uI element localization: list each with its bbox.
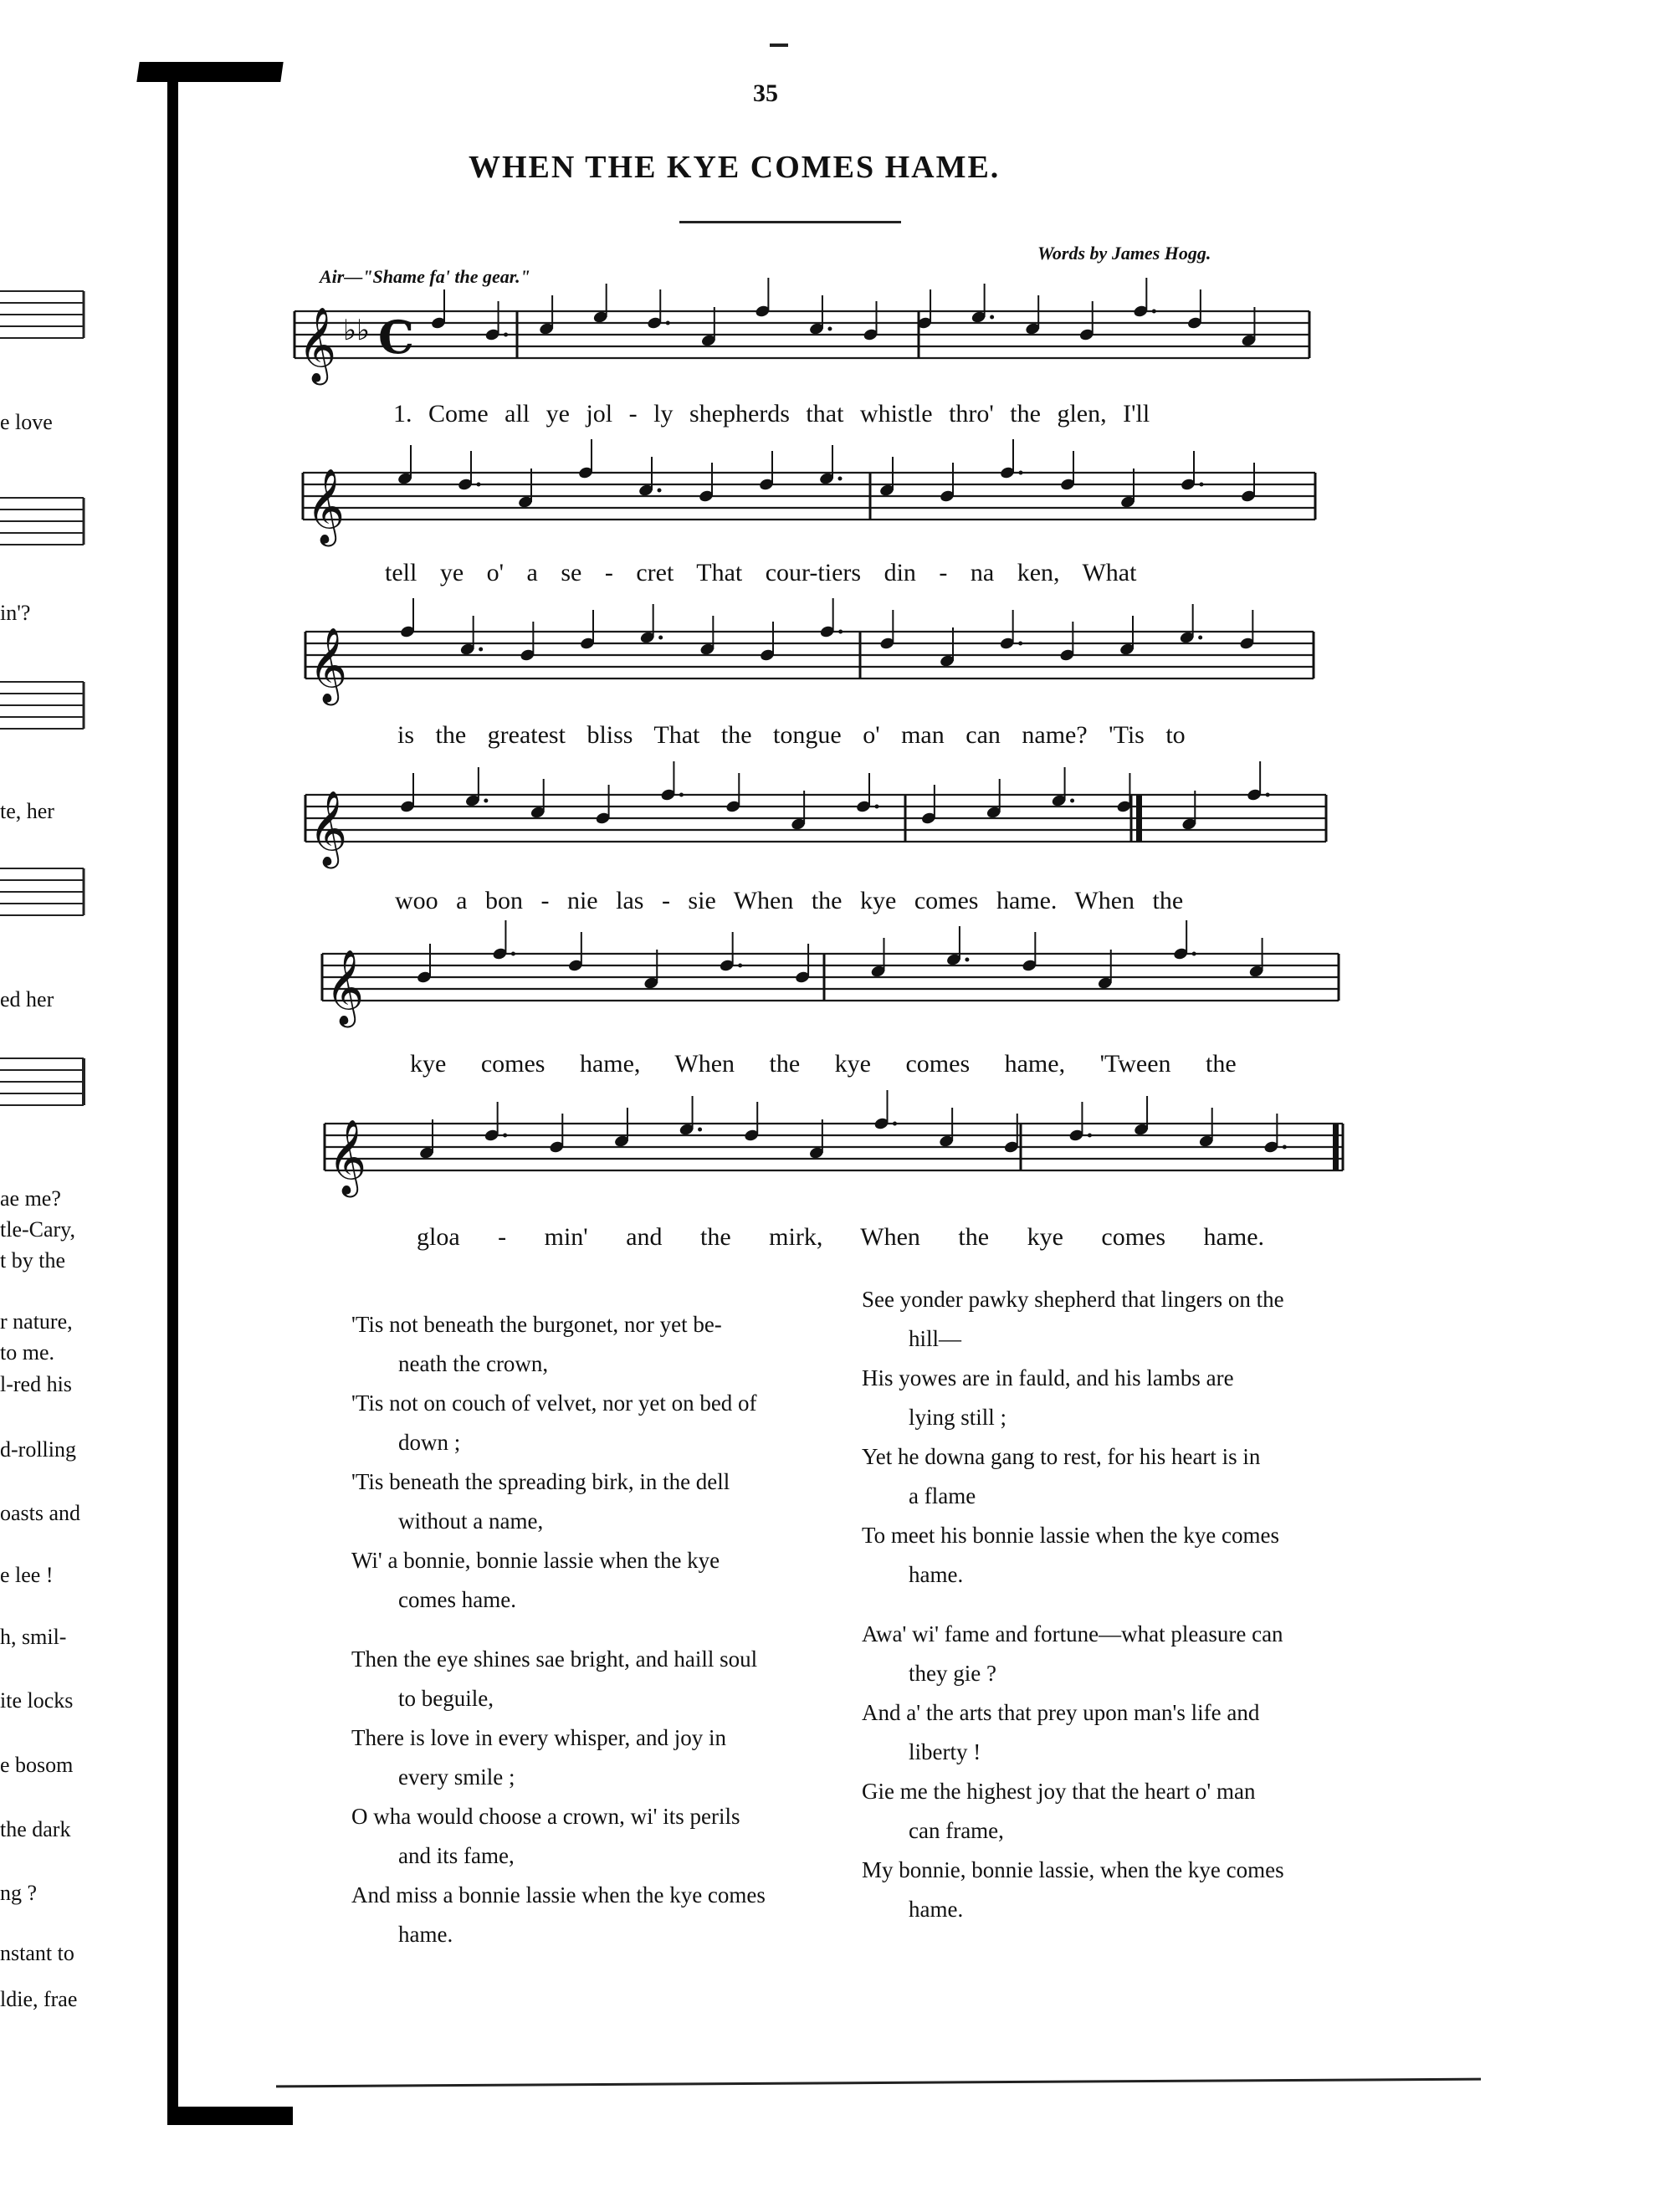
stanza bbox=[862, 1280, 1380, 1595]
lyric-line: tell ye o' a se - cret That cour-tiers din - na ken, What bbox=[385, 559, 1137, 586]
verse-line: to beguile, bbox=[398, 1686, 494, 1711]
left-fragment: d-rolling bbox=[0, 1437, 76, 1462]
verse-line: hame. bbox=[909, 1562, 964, 1587]
verse-line: And a' the arts that prey upon man's life and bbox=[862, 1700, 1260, 1725]
page-bottom-rule bbox=[276, 2078, 1481, 2088]
lyric-line: woo a bon - nie las - sie When the kye comes hame. When the bbox=[395, 887, 1184, 914]
page-number: 35 bbox=[753, 79, 778, 107]
left-fragment: t by the bbox=[0, 1248, 65, 1273]
verse-line: hame. bbox=[909, 1897, 964, 1922]
left-fragment: oasts and bbox=[0, 1501, 81, 1525]
left-fragment: e bosom bbox=[0, 1753, 74, 1777]
left-fragment: ed her bbox=[0, 987, 54, 1011]
lyric-line: is the greatest bliss That the tongue o' man can name? 'Tis to bbox=[397, 721, 1186, 749]
verse-line: Gie me the highest joy that the heart o' man bbox=[862, 1779, 1256, 1804]
staff bbox=[305, 761, 1326, 869]
verse-line: and its fame, bbox=[398, 1843, 515, 1868]
verse-line: O wha would choose a crown, wi' its perils bbox=[351, 1804, 740, 1829]
verse-line: 'Tis not on couch of velvet, nor yet on bed of bbox=[351, 1390, 757, 1416]
verse-line: can frame, bbox=[909, 1818, 1004, 1843]
left-fragment: in'? bbox=[0, 601, 31, 625]
verses-right-column bbox=[862, 1280, 1380, 1941]
stanza bbox=[351, 1640, 853, 1954]
verse-line: a flame bbox=[909, 1483, 976, 1508]
staff bbox=[322, 920, 1339, 1028]
treble-clef-icon: 𝄞 bbox=[306, 469, 346, 544]
staff bbox=[295, 278, 1309, 386]
staff bbox=[305, 598, 1314, 706]
verse-line: His yowes are in fauld, and his lambs are bbox=[862, 1365, 1234, 1390]
left-fragment: the dark bbox=[0, 1817, 71, 1841]
verse-line: they gie ? bbox=[909, 1661, 996, 1686]
verse-line: lying still ; bbox=[909, 1405, 1007, 1430]
verse-line: hame. bbox=[398, 1922, 453, 1947]
verse-line: There is love in every whisper, and joy in bbox=[351, 1725, 727, 1750]
lyric-line: gloa - min' and the mirk, When the kye comes hame. bbox=[417, 1223, 1265, 1251]
left-fragment: r nature, bbox=[0, 1309, 73, 1334]
verse-line: 'Tis beneath the spreading birk, in the dell bbox=[351, 1469, 730, 1494]
left-fragment: ite locks bbox=[0, 1688, 74, 1713]
left-fragment: nstant to bbox=[0, 1941, 74, 1965]
left-fragment: e love bbox=[0, 410, 53, 434]
treble-clef-icon: 𝄞 bbox=[309, 627, 348, 703]
verse-line: And miss a bonnie lassie when the kye comes bbox=[351, 1882, 766, 1908]
staff bbox=[303, 439, 1315, 547]
treble-clef-icon: 𝄞 bbox=[325, 950, 365, 1025]
left-fragment: ldie, frae bbox=[0, 1987, 78, 2011]
stanza bbox=[862, 1615, 1380, 1929]
song-title: WHEN THE KYE COMES HAME. bbox=[469, 150, 1001, 185]
verse-line: Wi' a bonnie, bonnie lassie when the kye bbox=[351, 1548, 720, 1573]
words-credit: Words by James Hogg. bbox=[1037, 243, 1211, 264]
verse-line: My bonnie, bonnie lassie, when the kye comes bbox=[862, 1857, 1284, 1882]
stanza bbox=[351, 1305, 853, 1620]
verse-line: Then the eye shines sae bright, and haill soul bbox=[351, 1646, 758, 1672]
staff bbox=[325, 1090, 1343, 1198]
treble-clef-icon: 𝄞 bbox=[309, 791, 348, 866]
verse-line: See yonder pawky shepherd that lingers on the bbox=[862, 1287, 1284, 1312]
verse-line: Yet he downa gang to rest, for his heart is in bbox=[862, 1444, 1261, 1469]
treble-clef-icon: 𝄞 bbox=[328, 1119, 367, 1195]
binding-frame-bottom bbox=[167, 2107, 293, 2125]
verse-line: neath the crown, bbox=[398, 1351, 549, 1376]
left-fragment: h, smil- bbox=[0, 1625, 67, 1649]
air-note: Air—"Shame fa' the gear." bbox=[320, 266, 530, 287]
verse-line: down ; bbox=[398, 1430, 461, 1455]
left-fragment: te, her bbox=[0, 799, 54, 823]
verse-line: liberty ! bbox=[909, 1739, 981, 1764]
key-signature-flats-icon: ♭♭ bbox=[343, 314, 371, 347]
common-time-icon: C bbox=[378, 310, 414, 364]
left-fragment: to me. bbox=[0, 1340, 54, 1365]
treble-clef-icon: 𝄞 bbox=[298, 307, 337, 382]
left-fragment: tle-Cary, bbox=[0, 1217, 75, 1242]
verse-line: To meet his bonnie lassie when the kye comes bbox=[862, 1523, 1279, 1548]
verse-line: without a name, bbox=[398, 1508, 544, 1534]
lyric-line: 1. Come all ye jol - ly shepherds that whistle thro' the glen, I'll bbox=[393, 400, 1150, 428]
left-fragment: ae me? bbox=[0, 1186, 61, 1211]
verse-line: every smile ; bbox=[398, 1764, 515, 1790]
verse-line: hill— bbox=[909, 1326, 962, 1351]
verse-line: 'Tis not beneath the burgonet, nor yet be- bbox=[351, 1312, 722, 1337]
verse-line: Awa' wi' fame and fortune—what pleasure can bbox=[862, 1621, 1283, 1646]
verse-line: comes hame. bbox=[398, 1587, 516, 1612]
left-fragment: l-red his bbox=[0, 1372, 72, 1396]
left-fragment: e lee ! bbox=[0, 1563, 54, 1587]
left-fragment: ng ? bbox=[0, 1881, 38, 1905]
verses-left-column bbox=[351, 1305, 853, 1966]
lyric-line: kye comes hame, When the kye comes hame, 'Tween the bbox=[410, 1050, 1237, 1078]
